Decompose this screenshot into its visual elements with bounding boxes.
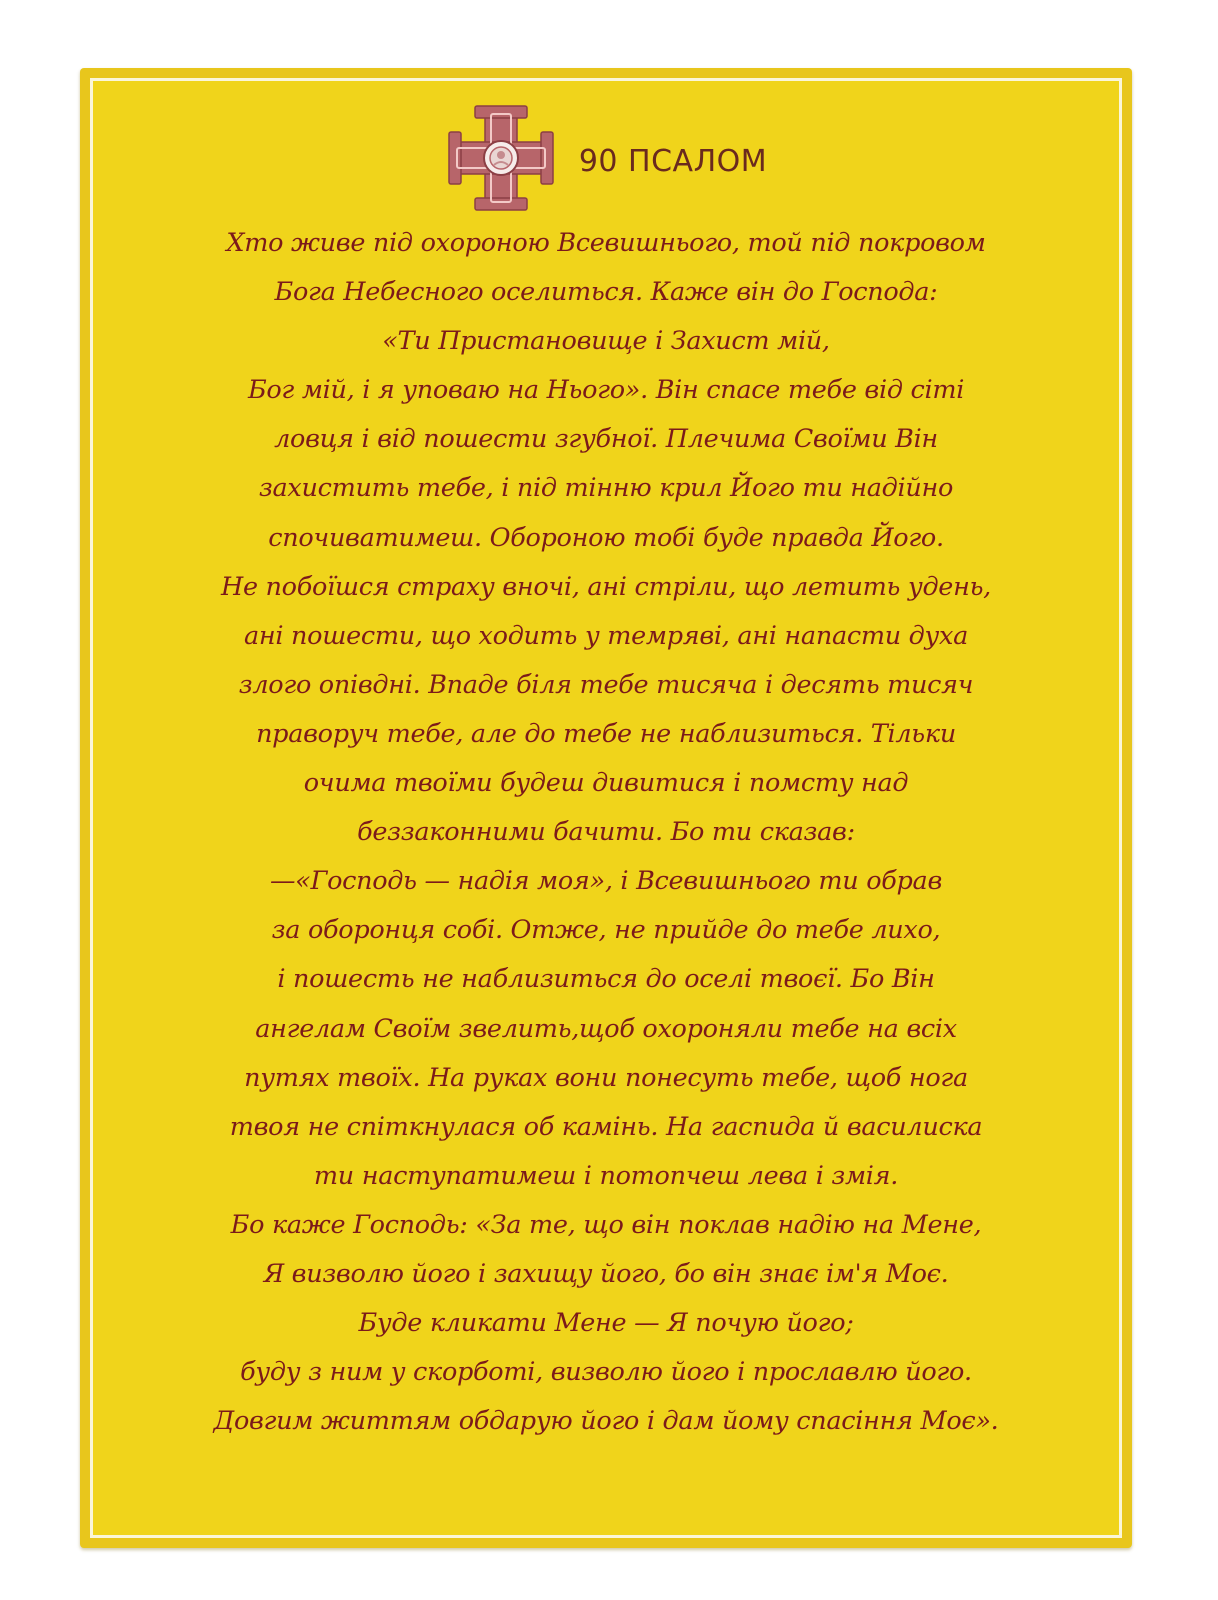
text-line: Бог мій, і я уповаю на Нього». Він спасе тебе від сіті xyxy=(247,375,965,406)
card-header xyxy=(93,103,1119,213)
text-line: —«Господь — надія моя», і Всевишнього ти обрав xyxy=(269,866,942,897)
prayer-card xyxy=(80,68,1132,1548)
text-line: ловця і від пошести згубної. Плечима Своїми Він xyxy=(274,424,938,455)
ornate-cross-icon xyxy=(445,102,557,214)
text-line: буду з ним у скорботі, визволю його і прославлю його. xyxy=(240,1357,972,1388)
text-line: «Ти Пристановище і Захист мій, xyxy=(382,326,830,357)
text-line: злого опівдні. Впаде біля тебе тисяча і десять тисяч xyxy=(238,669,974,700)
text-line: ти наступатимеш і потопчеш лева і змія. xyxy=(313,1160,899,1191)
text-line: беззаконними бачити. Бо ти сказав: xyxy=(357,817,855,848)
text-line: за оборонця собі. Отже, не прийде до тебе лихо, xyxy=(271,915,941,946)
text-line: Буде кликати Мене — Я почую його; xyxy=(358,1308,854,1339)
text-line: Бо каже Господь: «За те, що він поклав надію на Мене, xyxy=(230,1209,982,1240)
text-line: Довгим життям обдарую його і дам йому спасіння Моє». xyxy=(213,1406,999,1437)
text-line: Хто живе під охороною Всевишнього, той під покровом xyxy=(226,228,986,258)
text-line: ангелам Своїм звелить,щоб охороняли тебе на всіх xyxy=(255,1013,957,1044)
text-line: твоя не спіткнулася об камінь. На гаспида й василиска xyxy=(229,1111,983,1142)
card-inner-frame xyxy=(90,78,1122,1538)
text-line: Не побоїшся страху вночі, ані стріли, що летить удень, xyxy=(221,571,991,602)
text-line: Я визволю його і захищу його, бо він знає ім'я Моє. xyxy=(263,1258,949,1289)
text-line: спочиватимеш. Обороною тобі буде правда Його. xyxy=(268,522,944,553)
psalm-title: 90 ПСАЛОМ xyxy=(578,143,768,179)
text-line: Бога Небесного оселиться. Каже він до Господа: xyxy=(274,277,938,308)
text-line: праворуч тебе, але до тебе не наблизиться. Тільки xyxy=(256,718,956,749)
text-line: і пошесть не наблизиться до оселі твоєї. Бо Він xyxy=(277,964,935,995)
text-line: путях твоїх. На руках вони понесуть тебе, щоб нога xyxy=(244,1062,968,1093)
psalm-text xyxy=(101,219,1111,1446)
text-line: очима твоїми будеш дивитися і помсту над xyxy=(303,768,909,799)
text-line: захистить тебе, і під тінню крил Його ти надійно xyxy=(258,473,954,504)
text-line: ані пошести, що ходить у темряві, ані напасти духа xyxy=(244,620,968,651)
